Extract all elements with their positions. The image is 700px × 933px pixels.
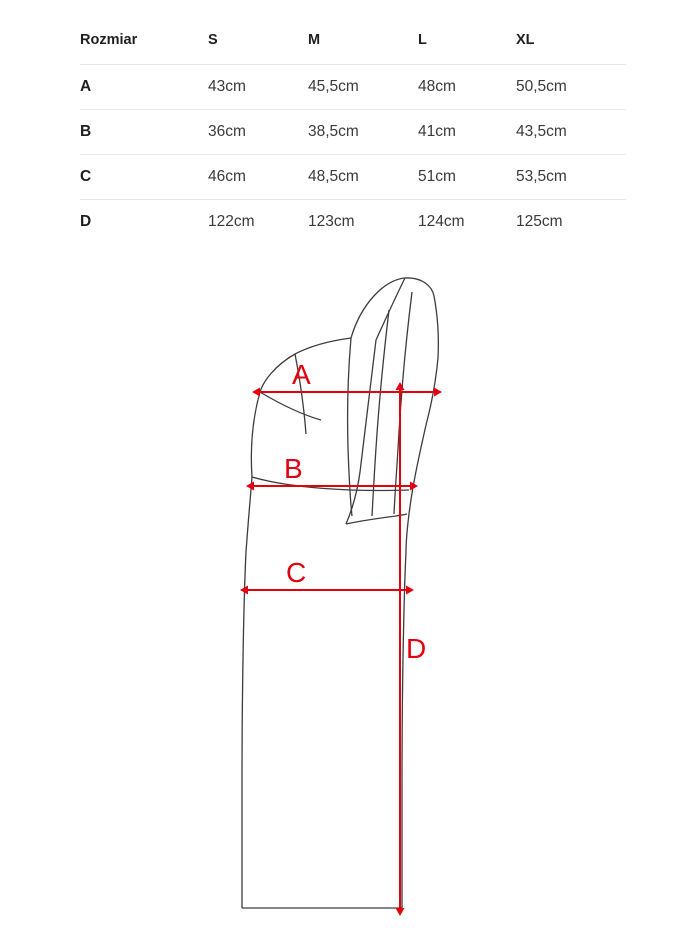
column-header-l: L [418,24,516,65]
measure-label-a: A [292,359,311,390]
table-row [80,110,626,155]
cell-c-l: 51cm [418,155,516,200]
table-row [80,155,626,200]
column-header-s: S [208,24,308,65]
measure-label-c: C [286,557,307,588]
cell-d-s: 122cm [208,213,255,230]
cell-c-m: 48,5cm [308,155,418,200]
cell-d-m: 123cm [308,213,355,230]
cell-d-xl: 125cm [516,213,563,230]
column-header-m: M [308,24,418,65]
cell-d-l: 124cm [418,213,465,230]
measure-label-d: D [406,633,427,664]
cell-a-s: 43cm [208,65,308,110]
column-header-measure: Rozmiar [80,24,208,65]
table-header-row [80,24,626,65]
cell-a-l: 48cm [418,65,516,110]
dress-measurement-diagram [200,262,520,922]
cell-a-xl: 50,5cm [516,65,626,110]
row-label-d: D [80,213,92,230]
row-label-c: C [80,155,208,200]
row-label-b: B [80,110,208,155]
size-table [80,24,626,244]
cell-a-m: 45,5cm [308,65,418,110]
cell-b-xl: 43,5cm [516,110,626,155]
table-row [80,65,626,110]
size-table-head [80,24,626,65]
measure-label-b: B [284,453,303,484]
cell-b-m: 38,5cm [308,110,418,155]
table-row [80,200,626,245]
cell-b-l: 41cm [418,110,516,155]
cell-c-s: 46cm [208,155,308,200]
cell-c-xl: 53,5cm [516,155,626,200]
column-header-xl: XL [516,24,626,65]
cell-b-s: 36cm [208,110,308,155]
size-table-body [80,65,626,245]
dress-outline [242,278,438,908]
row-label-a: A [80,65,208,110]
